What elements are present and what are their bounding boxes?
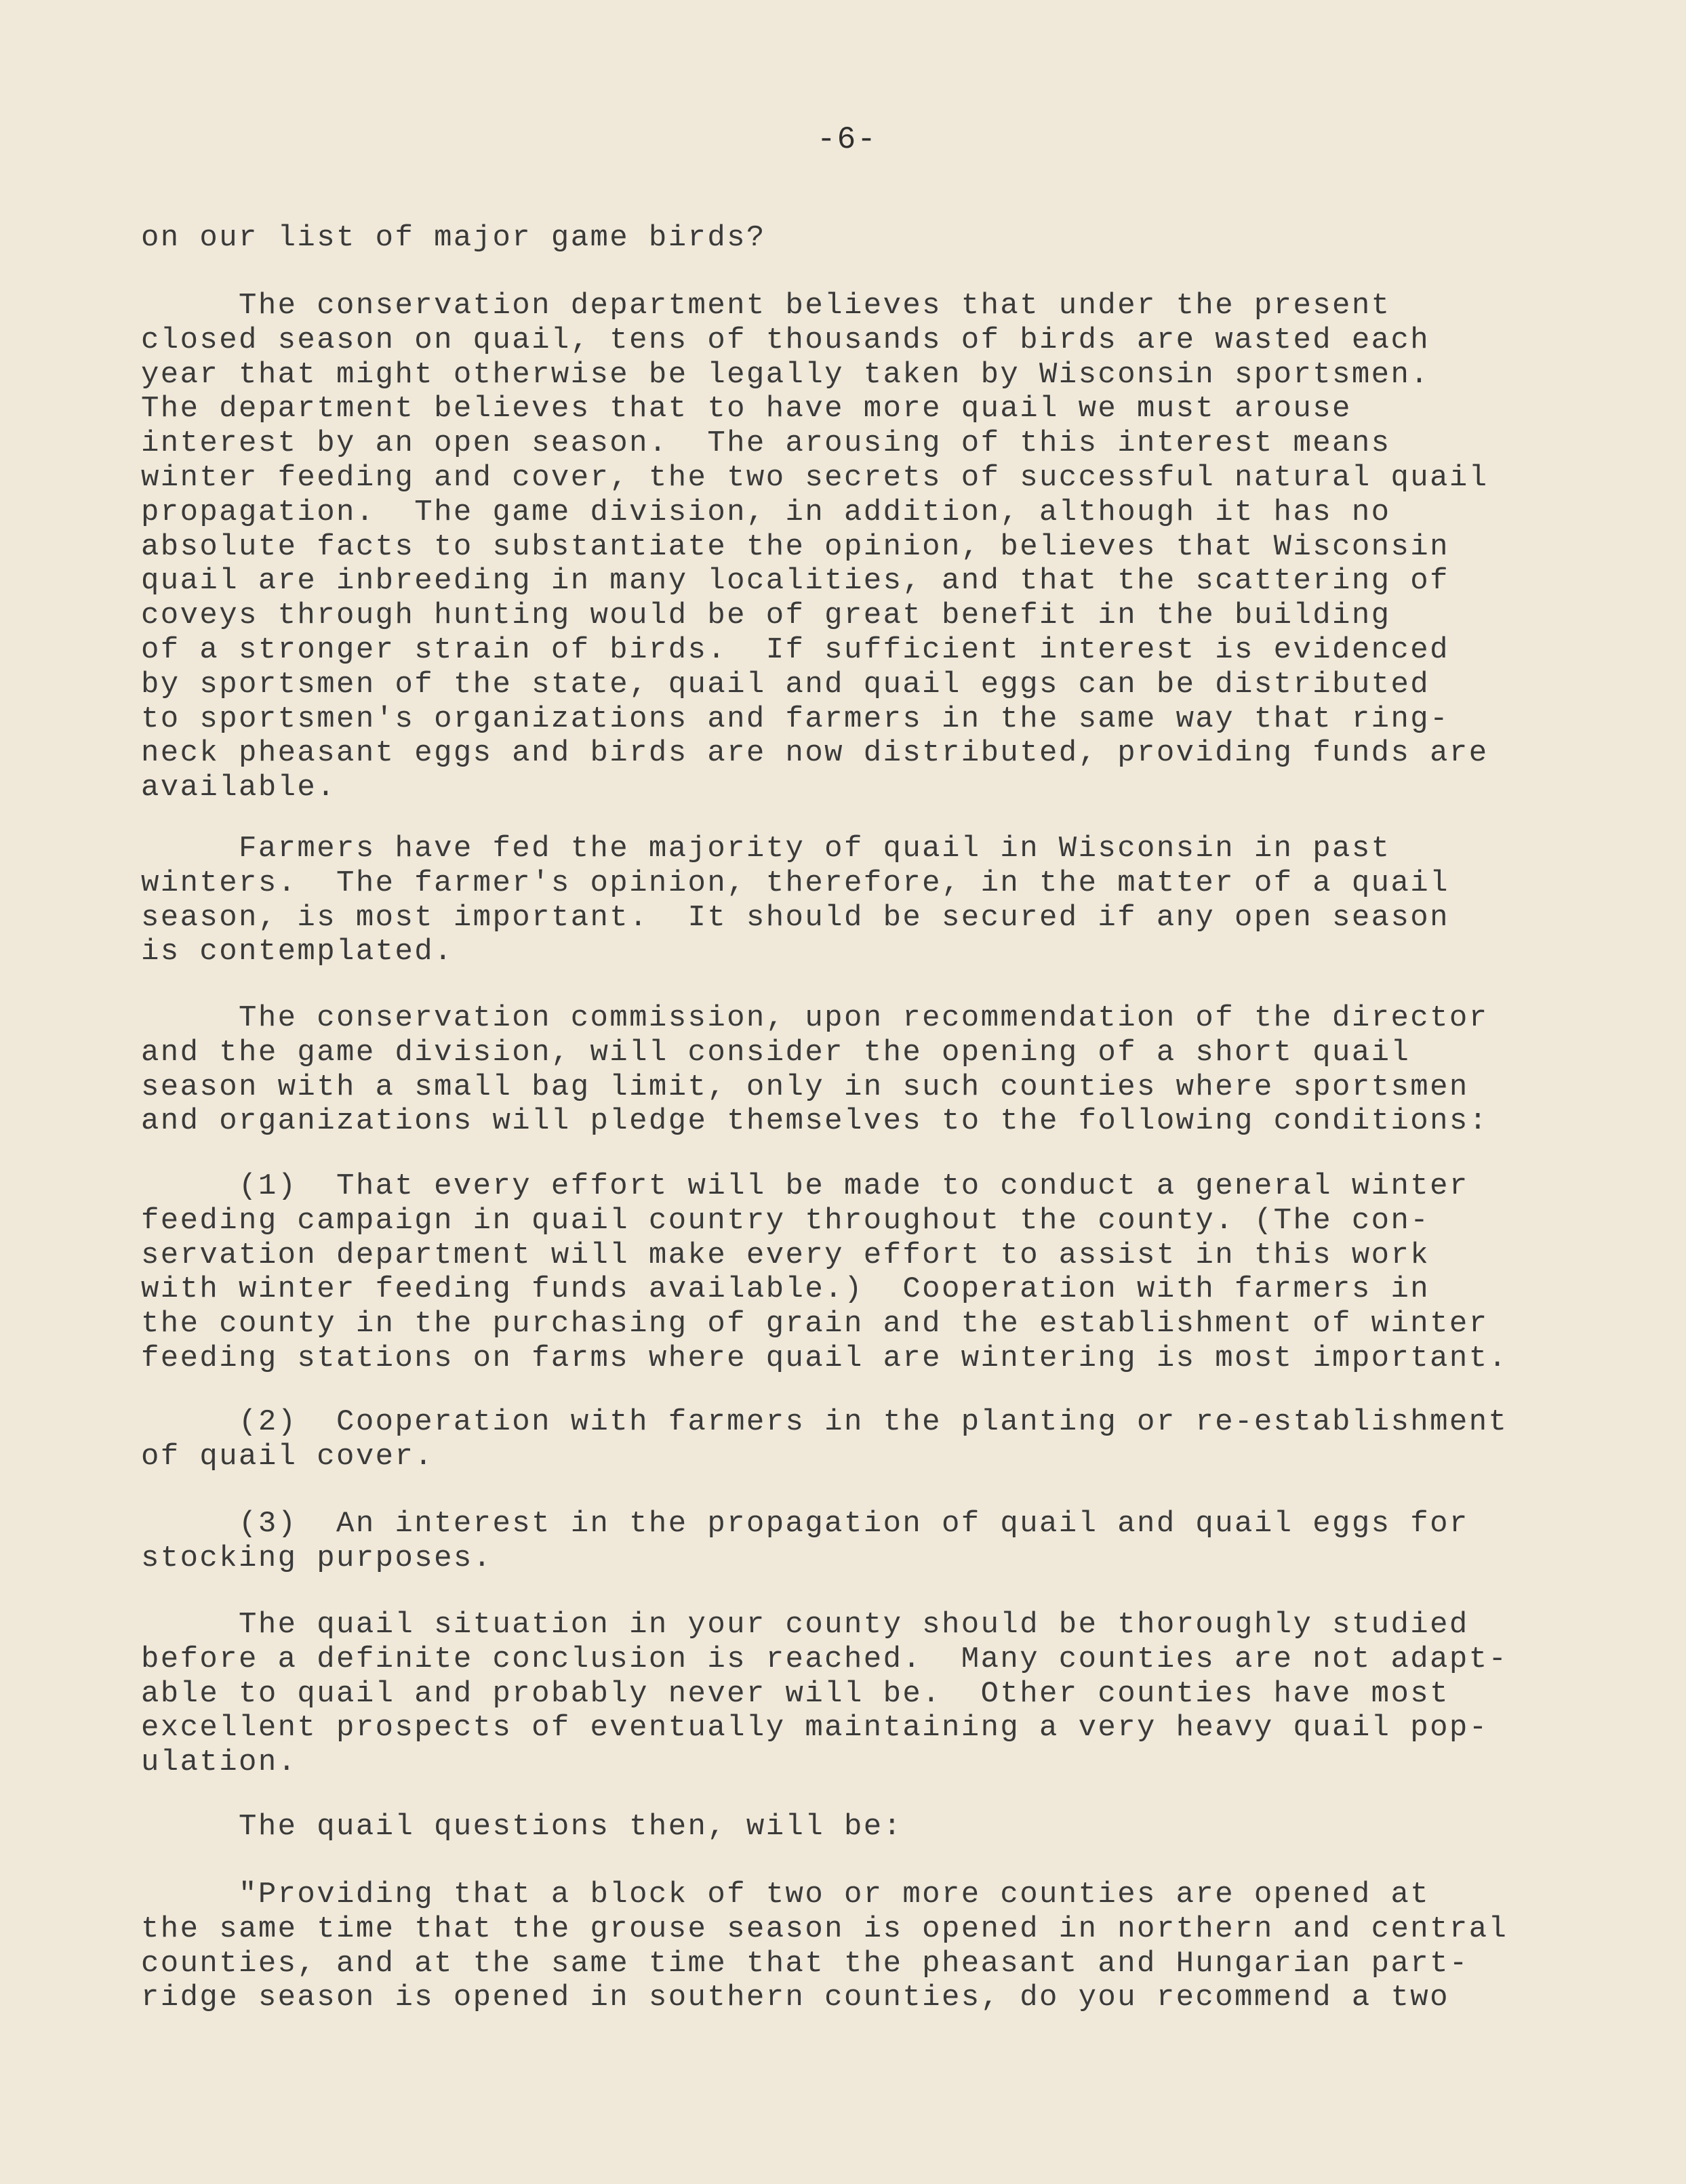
text-line: winter feeding and cover, the two secrets of successful natural quail xyxy=(141,460,1489,495)
text-line: closed season on quail, tens of thousands of birds are wasted each xyxy=(141,323,1430,357)
text-line: quail are inbreeding in many localities, and that the scattering of xyxy=(141,564,1449,599)
paragraph-question-continuation xyxy=(141,221,1565,256)
text-line: neck pheasant eggs and birds are now distributed, providing funds are xyxy=(141,736,1489,771)
text-line: The conservation department believes that under the present xyxy=(141,289,1391,323)
paragraph-farmers-opinion xyxy=(141,832,1565,969)
text-line: (3) An interest in the propagation of quail and quail eggs for xyxy=(141,1507,1469,1541)
paragraph-question-quote xyxy=(141,1878,1565,2015)
text-line: of quail cover. xyxy=(141,1439,435,1474)
text-line: The quail situation in your county should be thoroughly studied xyxy=(141,1608,1469,1642)
condition-3-propagation xyxy=(141,1507,1565,1576)
text-line: (1) That every effort will be made to conduct a general winter xyxy=(141,1169,1469,1203)
text-line: coveys through hunting would be of great benefit in the building xyxy=(141,599,1391,633)
text-line: counties, and at the same time that the pheasant and Hungarian part- xyxy=(141,1946,1469,1981)
paragraph-department-belief xyxy=(141,289,1565,805)
condition-1-winter-feeding xyxy=(141,1169,1565,1376)
condition-2-cover xyxy=(141,1405,1565,1474)
text-line: excellent prospects of eventually maintaining a very heavy quail pop- xyxy=(141,1711,1489,1745)
text-line: (2) Cooperation with farmers in the planting or re-establishment xyxy=(141,1405,1508,1439)
paragraph-quail-questions xyxy=(141,1810,1565,1844)
text-line: interest by an open season. The arousing of this interest means xyxy=(141,426,1391,461)
text-line: the same time that the grouse season is opened in northern and central xyxy=(141,1912,1508,1946)
text-line: available. xyxy=(141,771,337,805)
text-line: of a stronger strain of birds. If sufficient interest is evidenced xyxy=(141,632,1449,667)
text-line: Farmers have fed the majority of quail in Wisconsin in past xyxy=(141,832,1391,866)
text-line: "Providing that a block of two or more counties are opened at xyxy=(141,1878,1430,1912)
text-line: and the game division, will consider the opening of a short quail xyxy=(141,1035,1411,1070)
text-line: and organizations will pledge themselves to the following conditions: xyxy=(141,1104,1489,1139)
paragraph-commission-conditions xyxy=(141,1001,1565,1139)
text-line: season, is most important. It should be secured if any open season xyxy=(141,900,1449,935)
text-line: The department believes that to have more quail we must arouse xyxy=(141,392,1352,426)
text-line: to sportsmen's organizations and farmers in the same way that ring- xyxy=(141,702,1449,736)
text-line: season with a small bag limit, only in such counties where sportsmen xyxy=(141,1070,1469,1104)
text-line: absolute facts to substantiate the opinion, believes that Wisconsin xyxy=(141,529,1449,564)
text-line: is contemplated. xyxy=(141,935,454,969)
text-line: year that might otherwise be legally taken by Wisconsin sportsmen. xyxy=(141,357,1430,392)
text-line: with winter feeding funds available.) Cooperation with farmers in xyxy=(141,1272,1430,1307)
text-line: on our list of major game birds? xyxy=(141,221,766,255)
text-line: The conservation commission, upon recommendation of the director xyxy=(141,1001,1489,1035)
page-number: -6- xyxy=(817,122,877,157)
text-line: before a definite conclusion is reached. Many counties are not adapt- xyxy=(141,1642,1508,1676)
text-line: ulation. xyxy=(141,1745,298,1780)
text-line: The quail questions then, will be: xyxy=(141,1810,903,1844)
text-line: feeding stations on farms where quail are wintering is most important. xyxy=(141,1341,1508,1375)
text-line: winters. The farmer's opinion, therefore, in the matter of a quail xyxy=(141,866,1449,900)
text-line: feeding campaign in quail country throughout the county. (The con- xyxy=(141,1203,1430,1238)
text-line: able to quail and probably never will be. Other counties have most xyxy=(141,1676,1449,1711)
text-line: servation department will make every effort to assist in this work xyxy=(141,1238,1430,1272)
text-line: stocking purposes. xyxy=(141,1541,493,1575)
text-line: ridge season is opened in southern counties, do you recommend a two xyxy=(141,1981,1449,2015)
text-line: by sportsmen of the state, quail and quail eggs can be distributed xyxy=(141,667,1430,702)
text-line: propagation. The game division, in addition, although it has no xyxy=(141,495,1391,529)
paragraph-county-study xyxy=(141,1608,1565,1780)
text-line: the county in the purchasing of grain and the establishment of winter xyxy=(141,1307,1489,1341)
